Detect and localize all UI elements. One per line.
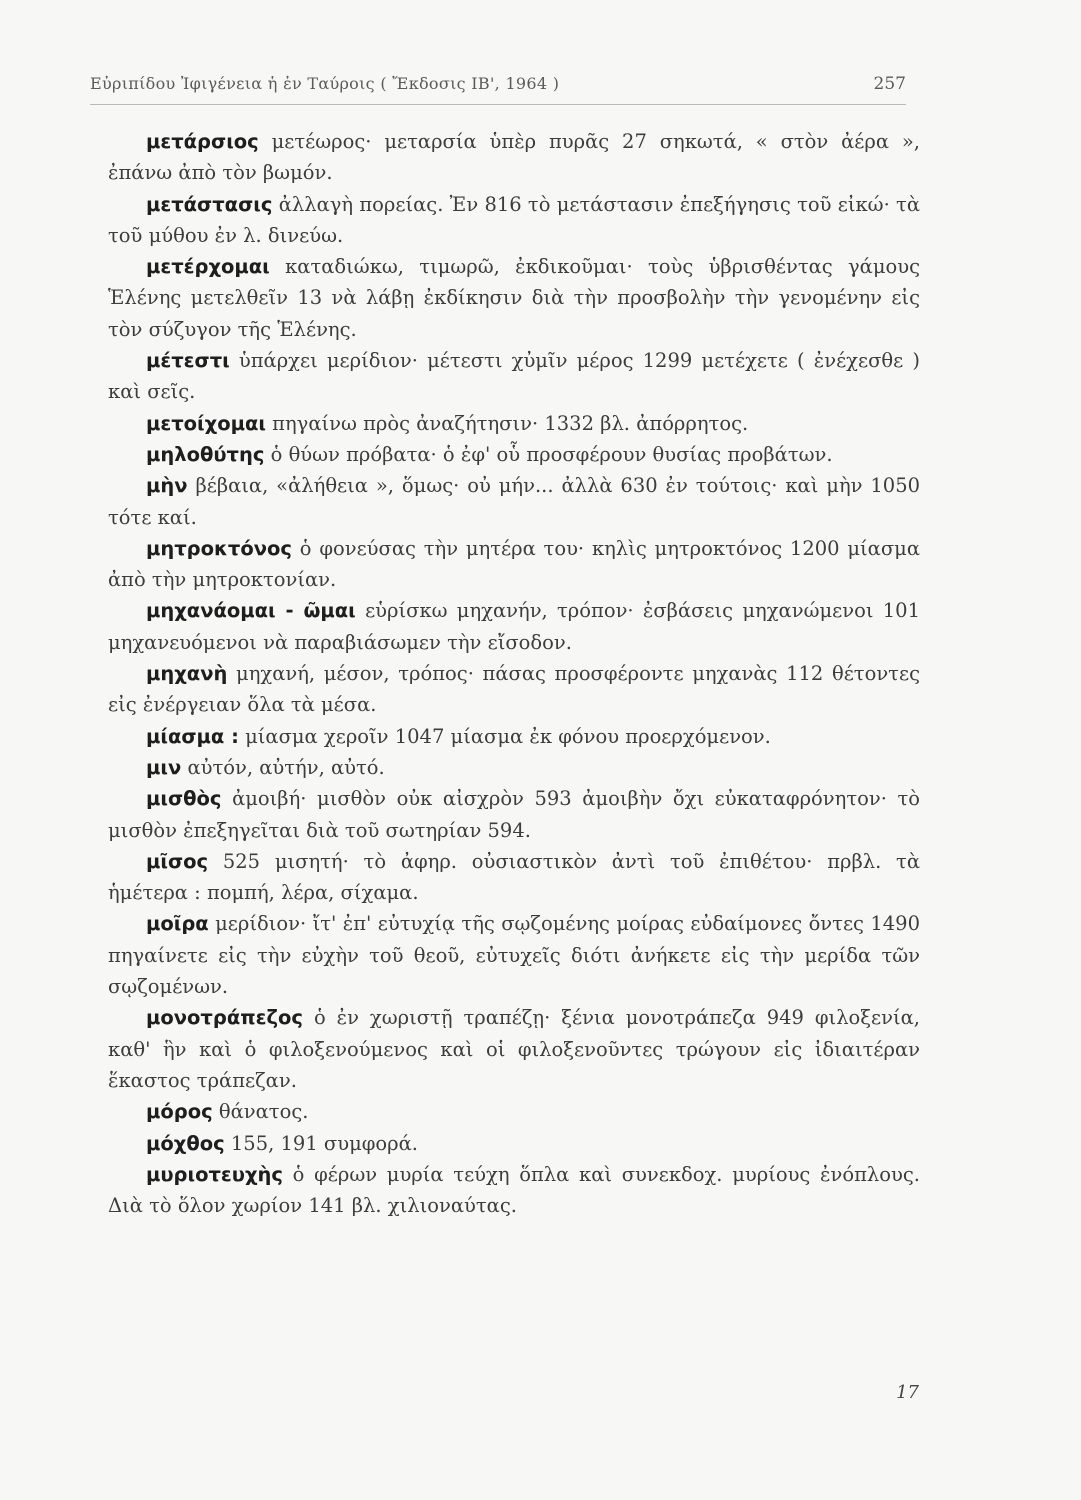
entry-headword: μίασμα :	[146, 724, 239, 748]
glossary-entry	[108, 408, 920, 439]
glossary-entry	[108, 595, 920, 658]
entry-text: ὁ ἐν χωριστῇ τραπέζῃ· ξένια μονοτράπεζα 949 φιλοξενία, καθ' ἣν καὶ ὁ φιλοξενούμενος καὶ οἱ φιλοξενοῦντες τρώγουν εἰς ἰδιαιτέραν ἕκαστος τράπεζαν.	[108, 1006, 921, 1092]
entry-headword: μηχανάομαι - ῶμαι	[146, 599, 356, 623]
glossary-entry	[108, 251, 920, 345]
entry-headword: μετάστασις	[146, 192, 273, 216]
entry-text: 525 μισητή· τὸ ἀφηρ. οὐσιαστικὸν ἀντὶ τοῦ ἐπιθέτου· πρβλ. τὰ ἡμέτερα : πομπή, λέρα, σίχαμα.	[108, 849, 921, 905]
entry-headword: μὴν	[146, 474, 188, 498]
glossary-entry	[108, 189, 920, 252]
entry-text: ἀλλαγὴ πορείας. Ἐν 816 τὸ μετάστασιν ἐπεξήγησις τοῦ εἰκώ· τὰ τοῦ μύθου ἐν λ. δινεύω.	[108, 192, 920, 247]
entry-text: αὐτόν, αὐτήν, αὐτό.	[187, 755, 385, 779]
glossary-entry	[108, 846, 920, 909]
entry-text: βέβαια, «ἀλήθεια », ὅμως· οὐ μήν... ἀλλὰ 630 ἐν τούτοις· καὶ μὴν 1050 τότε καί.	[108, 474, 921, 529]
glossary-entry	[108, 658, 920, 721]
glossary-entry	[108, 721, 920, 752]
entry-text: ὁ φέρων μυρία τεύχη ὅπλα καὶ συνεκδοχ. μυρίους ἐνόπλους. Διὰ τὸ ὅλον χωρίον 141 βλ. χιλιοναύτας.	[108, 1162, 920, 1218]
entry-headword: μηλοθύτης	[146, 442, 265, 466]
entry-headword: μοῖρα	[146, 912, 209, 936]
entry-text: μετέωρος· μεταρσία ὑπὲρ πυρᾶς 27 σηκωτά, « στὸν ἀέρα », ἐπάνω ἀπὸ τὸν βωμόν.	[108, 130, 920, 185]
signature-mark: 17	[896, 1382, 919, 1403]
running-header	[90, 74, 906, 105]
glossary-entry	[108, 345, 920, 408]
entry-headword: μυριοτευχὴς	[146, 1162, 283, 1186]
entry-headword: μόχθος	[146, 1131, 225, 1155]
entry-headword: μισθὸς	[146, 787, 222, 811]
header-title: Εὐριπίδου Ἰφιγένεια ἡ ἐν Ταύροις ( Ἔκδοσις ΙΒ', 1964 )	[90, 74, 560, 93]
entry-text: ὁ θύων πρόβατα· ὁ ἐφ' οὗ προσφέρουν θυσίας προβάτων.	[270, 442, 833, 466]
entry-text: ἀμοιβή· μισθὸν οὐκ αἰσχρὸν 593 ἀμοιβὴν ὄχι εὐκαταφρόνητον· τὸ μισθὸν ἐπεξηγεῖται διὰ τοῦ σωτηρίαν 594.	[108, 787, 920, 842]
entry-text: μερίδιον· ἴτ' ἐπ' εὐτυχίᾳ τῆς σῳζομένης μοίρας εὐδαίμονες ὄντες 1490 πηγαίνετε εἰς τὴν εὐχὴν τοῦ θεοῦ, εὐτυχεῖς διότι ἀνήκετε εἰς τὴν μερίδα τῶν σῳζομένων.	[108, 912, 920, 999]
glossary-entry	[108, 1159, 920, 1222]
entry-headword: μετοίχομαι	[146, 411, 266, 435]
glossary-entry	[108, 533, 920, 596]
entry-text: μίασμα χεροῖν 1047 μίασμα ἐκ φόνου προερχόμενον.	[245, 724, 771, 748]
glossary-entry	[108, 126, 920, 189]
entry-text: μηχανή, μέσον, τρόπος· πάσας προσφέροντε μηχανὰς 112 θέτοντες εἰς ἐνέργειαν ὅλα τὰ μέσα.	[108, 662, 920, 717]
entry-headword: μετάρσιος	[146, 130, 259, 153]
entry-text: θάνατος.	[218, 1100, 309, 1124]
entry-text: 155, 191 συμφορά.	[230, 1131, 418, 1155]
glossary-entry	[108, 470, 920, 533]
glossary-entry	[108, 439, 920, 470]
page-number: 257	[873, 74, 906, 94]
entry-headword: μῖσος	[146, 849, 209, 873]
entry-text: εὑρίσκω μηχανήν, τρόπον· ἐσβάσεις μηχανώμενοι 101 μηχανευόμενοι νὰ παραβιάσωμεν τὴν εἴσοδον.	[108, 599, 920, 654]
glossary-entry	[108, 1128, 920, 1159]
entry-headword: μηχανὴ	[146, 662, 228, 686]
entry-text: καταδιώκω, τιμωρῶ, ἐκδικοῦμαι· τοὺς ὑβρισθέντας γάμους Ἑλένης μετελθεῖν 13 νὰ λάβῃ ἐκδίκησιν διὰ τὴν προσβολὴν τὴν γενομένην εἰς τὸν σύζυγον τῆς Ἑλένης.	[108, 255, 921, 341]
entry-headword: μόρος	[146, 1100, 213, 1124]
glossary-entry	[108, 1002, 920, 1096]
entry-headword: μετέρχομαι	[146, 255, 270, 279]
entry-text: πηγαίνω πρὸς ἀναζήτησιν· 1332 βλ. ἀπόρρητος.	[272, 411, 749, 435]
glossary-entry	[108, 783, 920, 846]
entry-headword: μονοτράπεζος	[146, 1006, 303, 1030]
glossary-entry	[108, 1096, 920, 1127]
entry-text: ὁ φονεύσας τὴν μητέρα του· κηλὶς μητροκτόνος 1200 μίασμα ἀπὸ τὴν μητροκτονίαν.	[108, 536, 920, 592]
glossary-entry	[108, 752, 920, 783]
glossary-entry	[108, 908, 920, 1002]
entry-headword: μητροκτόνος	[146, 536, 292, 560]
entry-headword: μέτεστι	[146, 349, 230, 373]
entry-headword: μιν	[146, 755, 182, 779]
glossary-entries	[108, 126, 920, 1221]
entry-text: ὑπάρχει μερίδιον· μέτεστι χὐμῖν μέρος 1299 μετέχετε ( ἐνέχεσθε ) καὶ σεῖς.	[108, 349, 920, 404]
